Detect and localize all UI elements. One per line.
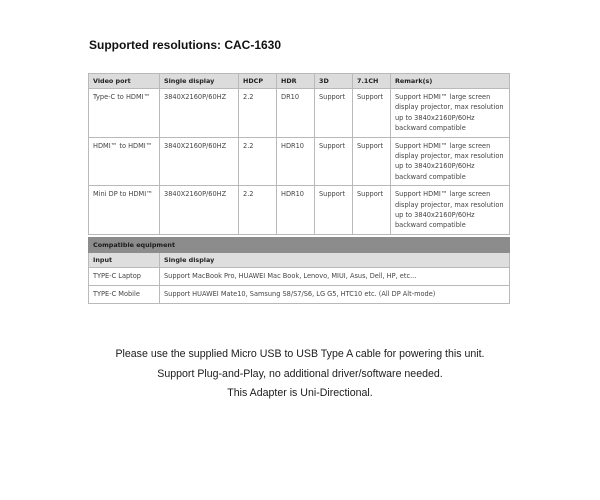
table-row [89, 137, 510, 186]
cell-71ch: Support [353, 137, 391, 186]
resolutions-table [88, 73, 510, 235]
cell-video-port: HDMI™ to HDMI™ [89, 137, 160, 186]
table-row [89, 268, 510, 286]
cell-71ch: Support [353, 186, 391, 235]
column-header-single-display: Single display [160, 74, 239, 89]
cell-input: TYPE-C Laptop [89, 268, 160, 286]
column-header-video-port: Video port [89, 74, 160, 89]
page-title: Supported resolutions: CAC-1630 [89, 38, 282, 52]
cell-remarks: Support HDMI™ large screen display projector, max resolution up to 3840x2160P/60Hz backward compatible [391, 137, 510, 186]
section-title: Compatible equipment [89, 238, 510, 253]
table-row [89, 186, 510, 235]
cell-single-display: 3840X2160P/60HZ [160, 186, 239, 235]
direction-note: This Adapter is Uni-Directional. [227, 387, 373, 399]
column-header-remarks: Remark(s) [391, 74, 510, 89]
cell-3d: Support [315, 186, 353, 235]
cell-remarks: Support HDMI™ large screen display projector, max resolution up to 3840x2160P/60Hz backward compatible [391, 186, 510, 235]
cell-hdcp: 2.2 [239, 89, 277, 138]
cell-remarks: Support HDMI™ large screen display projector, max resolution up to 3840x2160P/60Hz backward compatible [391, 89, 510, 138]
table-header-row [89, 74, 510, 89]
power-note: Please use the supplied Micro USB to USB Type A cable for powering this unit. [115, 348, 485, 360]
column-header-71ch: 7.1CH [353, 74, 391, 89]
column-header-hdr: HDR [277, 74, 315, 89]
cell-71ch: Support [353, 89, 391, 138]
cell-input: TYPE-C Mobile [89, 286, 160, 304]
cell-3d: Support [315, 137, 353, 186]
compatible-equipment-table [88, 237, 510, 304]
cell-3d: Support [315, 89, 353, 138]
cell-single-display: 3840X2160P/60HZ [160, 89, 239, 138]
column-header-input: Input [89, 253, 160, 268]
table-row [89, 89, 510, 138]
table-row [89, 286, 510, 304]
cell-hdcp: 2.2 [239, 137, 277, 186]
cell-hdr: HDR10 [277, 137, 315, 186]
plug-and-play-note: Support Plug-and-Play, no additional driver/software needed. [157, 368, 443, 380]
cell-hdr: DR10 [277, 89, 315, 138]
column-header-hdcp: HDCP [239, 74, 277, 89]
cell-video-port: Type-C to HDMI™ [89, 89, 160, 138]
cell-video-port: Mini DP to HDMI™ [89, 186, 160, 235]
section-header-row [89, 238, 510, 253]
column-header-3d: 3D [315, 74, 353, 89]
table-header-row [89, 253, 510, 268]
cell-single-display: Support MacBook Pro, HUAWEI Mac Book, Lenovo, MIUI, Asus, Dell, HP, etc... [160, 268, 510, 286]
cell-hdr: HDR10 [277, 186, 315, 235]
column-header-single-display: Single display [160, 253, 510, 268]
cell-hdcp: 2.2 [239, 186, 277, 235]
cell-single-display: Support HUAWEI Mate10, Samsung S8/S7/S6, LG G5, HTC10 etc. (All DP Alt-mode) [160, 286, 510, 304]
cell-single-display: 3840X2160P/60HZ [160, 137, 239, 186]
